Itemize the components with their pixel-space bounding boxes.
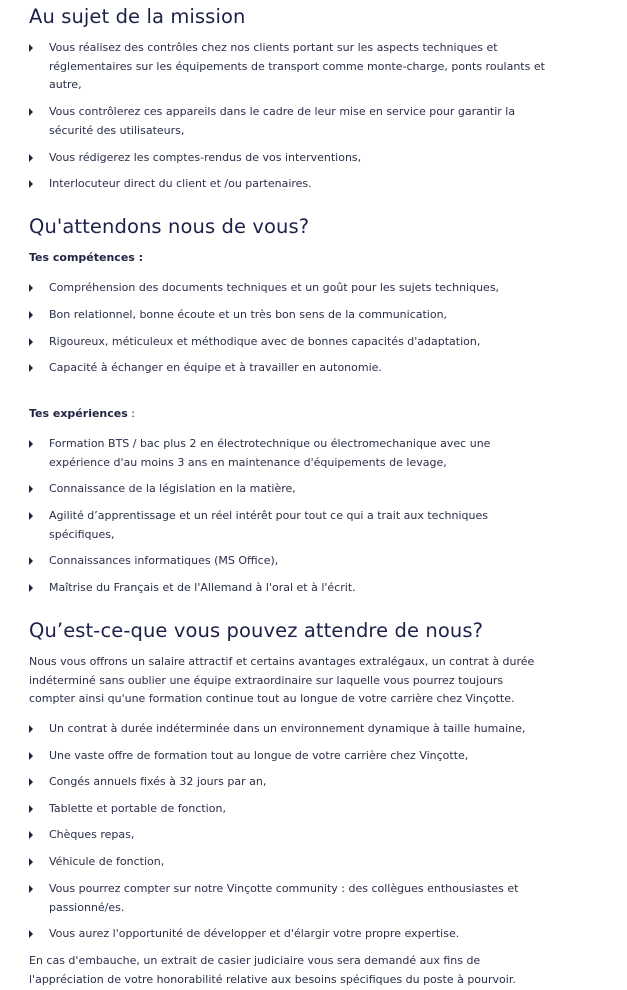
list-item: Maîtrise du Français et de l'Allemand à l'oral et à l'écrit.	[29, 579, 549, 598]
list-item: Vous contrôlerez ces appareils dans le cadre de leur mise en service pour garantir la sécurité des utilisateurs,	[29, 103, 549, 140]
bullet-icon	[29, 485, 33, 493]
bullet-icon	[29, 154, 33, 162]
section-title-mission: Au sujet de la mission	[29, 5, 246, 28]
skills-label: Tes compétences :	[29, 251, 144, 264]
list-item: Chèques repas,	[29, 826, 549, 845]
list-item: Vous aurez l'opportunité de développer et d'élargir votre propre expertise.	[29, 925, 549, 944]
bullet-icon	[29, 805, 33, 813]
list-item: Interlocuteur direct du client et /ou partenaires.	[29, 175, 549, 194]
list-item: Bon relationnel, bonne écoute et un très bon sens de la communication,	[29, 306, 549, 325]
bullet-icon	[29, 831, 33, 839]
bullet-icon	[29, 338, 33, 346]
bullet-icon	[29, 512, 33, 520]
list-item: Véhicule de fonction,	[29, 853, 549, 872]
list-item: Vous réalisez des contrôles chez nos clients portant sur les aspects techniques et réglementaires sur les équipements de transport comme monte-charge, ponts roulants et autre,	[29, 39, 549, 95]
bullet-icon	[29, 44, 33, 52]
list-item: Capacité à échanger en équipe et à travailler en autonomie.	[29, 359, 549, 378]
list-item: Agilité d’apprentissage et un réel intérêt pour tout ce qui a trait aux techniques spécifiques,	[29, 507, 549, 544]
bullet-icon	[29, 858, 33, 866]
footer-note: En cas d'embauche, un extrait de casier judiciaire vous sera demandé aux fins de l'appréciation de votre honorabilité relative aux besoins spécifiques du poste à pourvoir.	[29, 954, 516, 986]
list-item: Tablette et portable de fonction,	[29, 800, 549, 819]
list-item: Vous rédigerez les comptes-rendus de vos interventions,	[29, 149, 549, 168]
bullet-icon	[29, 440, 33, 448]
list-item: Rigoureux, méticuleux et méthodique avec de bonnes capacités d'adaptation,	[29, 333, 549, 352]
bullet-icon	[29, 885, 33, 893]
bullet-icon	[29, 311, 33, 319]
list-item: Vous pourrez compter sur notre Vinçotte community : des collègues enthousiastes et passionné/es.	[29, 880, 549, 917]
list-item: Une vaste offre de formation tout au longue de votre carrière chez Vinçotte,	[29, 747, 549, 766]
list-item: Connaissance de la législation en la matière,	[29, 480, 549, 499]
bullet-icon	[29, 584, 33, 592]
experience-label: Tes expériences :	[29, 407, 135, 420]
bullet-icon	[29, 778, 33, 786]
bullet-icon	[29, 725, 33, 733]
bullet-icon	[29, 752, 33, 760]
list-item: Formation BTS / bac plus 2 en électrotechnique ou électromechanique avec une expérience d'au moins 3 ans en maintenance d'équipements de levage,	[29, 435, 549, 472]
bullet-icon	[29, 108, 33, 116]
list-item: Congés annuels fixés à 32 jours par an,	[29, 773, 549, 792]
list-item: Compréhension des documents techniques et un goût pour les sujets techniques,	[29, 279, 549, 298]
bullet-icon	[29, 364, 33, 372]
bullet-icon	[29, 284, 33, 292]
section-title-offer: Qu’est-ce-que vous pouvez attendre de nous?	[29, 619, 484, 642]
list-item: Un contrat à durée indéterminée dans un environnement dynamique à taille humaine,	[29, 720, 549, 739]
bullet-icon	[29, 557, 33, 565]
list-item: Connaissances informatiques (MS Office),	[29, 552, 549, 571]
bullet-icon	[29, 930, 33, 938]
offer-intro: Nous vous offrons un salaire attractif et certains avantages extralégaux, un contrat à durée indéterminé sans oublier une équipe extraordinaire sur laquelle vous pourrez toujours compter ainsi qu'une formation continue tout au longue de votre carrière chez Vinçotte.	[29, 655, 535, 705]
bullet-icon	[29, 180, 33, 188]
section-title-expectations: Qu'attendons nous de vous?	[29, 215, 310, 238]
